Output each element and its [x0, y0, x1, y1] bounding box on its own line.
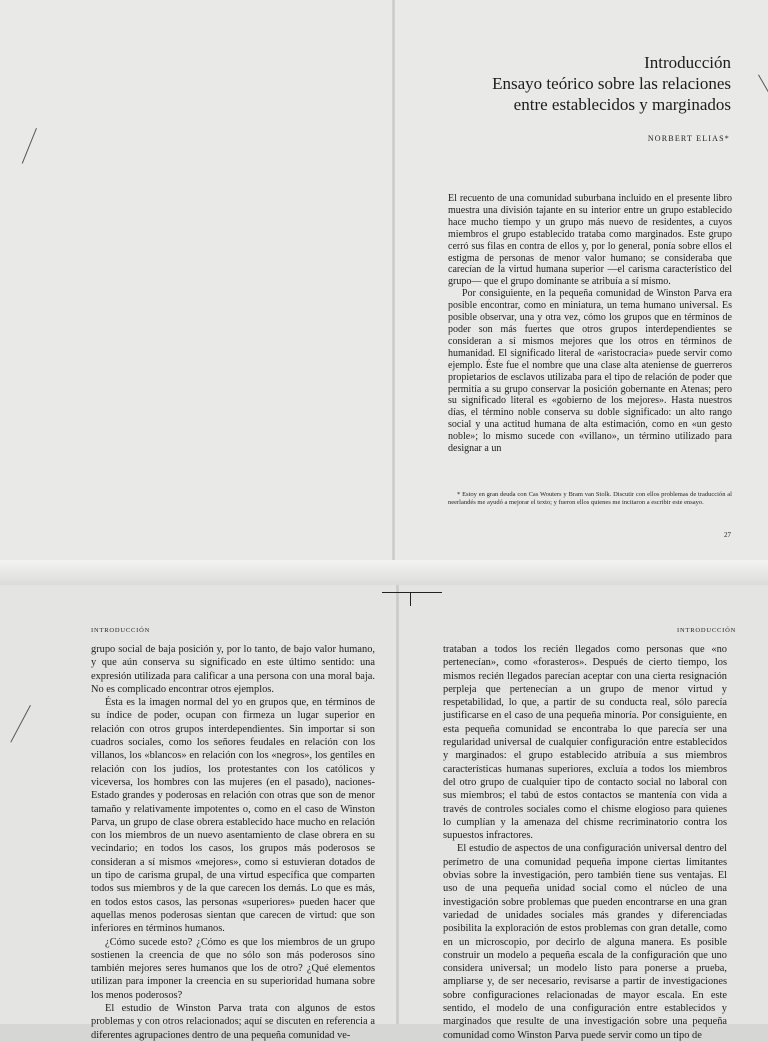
body-paragraph: Por consiguiente, en la pequeña comunidad de Winston Parva era posible encontrar, como en miniatura, un tema humano universal. Es posible observar, una y otra vez, cómo los grupos que en términos de poder son más fuertes que otros grupos interdependientes se consideran a sí mismos mejores que los otros en términos de humanidad. El significado literal de «aristocracia» puede servir como ejemplo. Éste fue el nombre que una clase alta ateniense de guerreros propietarios de esclavos utilizaba para el tipo de relación de poder que permitía a su grupo conservar la posición gobernante en Atenas; pero su significado literal es «gobierno de los mejores». Hasta nuestros días, el término noble conserva su doble significado: un alto rango social y una actitud humana de alta estimación, como en «un gesto noble»; lo mismo sucede con «villano», un término utilizado para designar a un	[448, 288, 732, 455]
bottom-left-page-body	[91, 643, 375, 1042]
footnote: * Estoy en gran deuda con Cas Wouters y Bram van Stolk. Discutir con ellos problemas de traducción al neerlandés me ayudó a mejorar el texto; y fueron ellos quienes me incitaron a escribir este ensayo.	[448, 491, 732, 507]
crop-mark	[410, 592, 411, 606]
bottom-right-page-body	[443, 643, 727, 1042]
author-name: NORBERT ELIAS*	[647, 134, 730, 143]
top-gutter	[392, 0, 395, 560]
crop-mark	[382, 592, 442, 593]
body-paragraph: El recuento de una comunidad suburbana incluido en el presente libro muestra una división tajante en su interior entre un grupo establecido hace mucho tiempo y un grupo más nuevo de residentes, a cuyos miembros el grupo establecido trataba como marginados. Este grupo cerró sus filas en contra de ellos y, por lo general, ponía sobre ellos el estigma de personas de menor valor humano; se consideraba que carecían de la virtud humana superior —el carisma característico del grupo— que el grupo dominante se atribuía a sí mismo.	[448, 193, 732, 288]
body-paragraph: El estudio de Winston Parva trata con algunos de estos problemas y con otros relacionados; aquí se discuten en referencia a diferentes agrupaciones dentro de una pequeña comunidad ve-	[91, 1003, 375, 1041]
chapter-subtitle-line1: Ensayo teórico sobre las relaciones	[492, 74, 731, 93]
body-paragraph: ¿Cómo sucede esto? ¿Cómo es que los miembros de un grupo sostienen la creencia de que no sólo son más poderosos sino también mejores seres humanos que los de otro? ¿Qué elementos utilizan para imponer la creencia en su superioridad humana sobre los menos poderosos?	[91, 936, 375, 1001]
scan-fold-shadow	[0, 560, 768, 585]
top-page-body	[448, 193, 732, 455]
body-paragraph: grupo social de baja posición y, por lo tanto, de bajo valor humano, y que aún conserva su significado en este último sentido: una expresión utilizada para calificar a una persona con una moral baja. No es complicado encontrar otros ejemplos.	[91, 644, 375, 695]
chapter-title-block	[401, 52, 731, 115]
bottom-gutter	[396, 585, 399, 1024]
chapter-title: Introducción	[644, 53, 731, 72]
page-number: 27	[724, 531, 731, 539]
chapter-subtitle-line2: entre establecidos y marginados	[513, 95, 731, 114]
body-paragraph: El estudio de aspectos de una configuración universal dentro del perímetro de una comunidad pequeña impone ciertas limitantes obvias sobre la investigación, pero también tiene sus ventajas. El uso de una pequeña unidad social como el núcleo de una investigación sobre problemas que pueden encontrarse en una gran variedad de unidades sociales más grandes y diferenciadas posibilita la exploración de estos problemas con gran detalle, como en un microscopio, por decirlo de alguna manera. Es posible construir un modelo a pequeña escala de la configuración que uno considera universal; un modelo listo para ponerse a prueba, ampliarse y, de ser necesario, revisarse a partir de investigaciones sobre configuraciones relacionadas de mayor escala. En este sentido, el modelo de una configuración entre establecidos y marginados que resulte de una investigación sobre una pequeña comunidad como Winston Parva puede servir como un tipo de	[443, 843, 727, 1041]
body-paragraph: trataban a todos los recién llegados como personas que «no pertenecían», como «forasteros». Después de cierto tiempo, los mismos recién llegados parecían aceptar con una cierta resignación perpleja que pertenecían a un grupo de menor virtud y respetabilidad, lo que, a partir de su conducta real, sólo parecía justificarse en el caso de una pequeña minoría. Por consiguiente, en esta pequeña comunidad se encontraba lo que parecía ser una regularidad universal de cualquier configuración entre establecidos y marginados: el grupo establecido atribuía a sus miembros características humanas superiores, excluía a todos los miembros del otro grupo de cualquier tipo de contacto social no laboral con sus miembros; el tabú de estos contactos se mantenía con vida a través de controles sociales como el chisme elogioso para quienes lo cumplían y la amenaza del chisme recriminatorio contra los supuestos infractores.	[443, 644, 727, 842]
running-head-left: INTRODUCCIÓN	[91, 627, 151, 634]
running-head-right: INTRODUCCIÓN	[677, 627, 737, 634]
body-paragraph: Ésta es la imagen normal del yo en grupos que, en términos de su índice de poder, ocupan con firmeza un lugar superior en relación con otros grupos interdependientes. Sin importar si son cuadros sociales, como los señores feudales en relación con los villanos, los «blancos» en relación con los «negros», los gentiles en relación con los judíos, los protestantes con los católicos y viceversa, los hombres con las mujeres (en el pasado), naciones-Estado grandes y poderosas en relación con otras que son de menor tamaño y relativamente impotentes o, como en el caso de Winston Parva, un grupo de clase obrera establecido hace mucho en relación con los miembros de un nuevo asentamiento de clase obrera en su vecindario; en todos los casos, los grupos más poderosos se consideran a sí mismos «mejores», como si estuvieran dotados de un tipo de carisma grupal, de una virtud específica que comparten todos sus miembros y de la que carecen los demás. Lo que es más, en todos estos casos, las personas «superiores» pueden hacer que aquellas menos poderosas sientan que carecen de virtud: que son inferiores en términos humanos.	[91, 697, 375, 935]
